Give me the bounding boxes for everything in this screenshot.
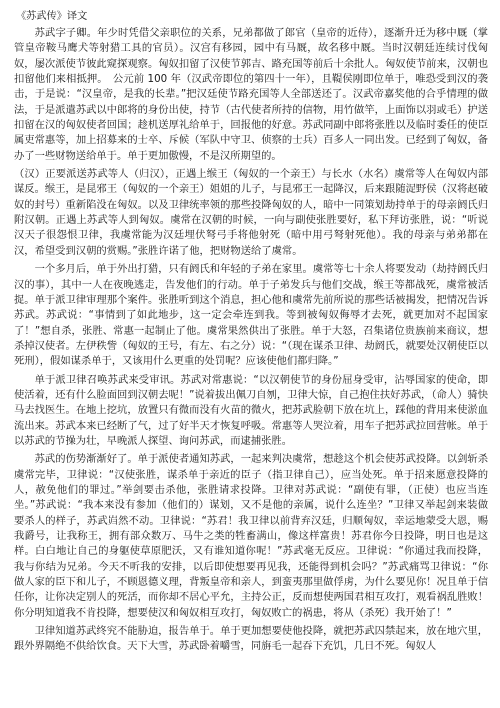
paragraph-2: （汉）正要派送苏武等人（归汉），正遇上缑王（匈奴的一个亲王）与长水（水名）虞常等人在匈奴内部谋反。缑王，是昆邪王（匈奴的一个亲王）姐姐的儿子，与昆邪王一起降汉，后来跟随浞野侯（汉将赵破奴的封号）重新陷没在匈奴。以及卫律统率领的那些投降匈奴的人，暗中一同策划劫持单于的母亲阏氏归附汉朝。正遇上苏武等人到匈奴。虞常在汉朝的时候，一向与副使张胜要好，私下拜访张胜，说：“听说汉天子很怨恨卫律，我虞常能为汉廷埋伏弩弓手将他射死（暗中用弓弩射死他）。我的母亲与弟弟都在汉，希望受到汉朝的赏赐。”张胜许诺了他，把财物送给了虞常。	[14, 168, 488, 257]
paragraph-6: 卫律知道苏武终究不能胁迫，报告单于。单于更加想要使他投降，就把苏武囚禁起来，放在地穴里，跟外界隔绝不供给饮食。天下大雪，苏武卧着嚼雪，同旃毛一起吞下充饥，几日不死。匈奴人	[14, 625, 488, 653]
document-title: 《苏武传》译文	[16, 11, 88, 22]
paragraph-1: 苏武字子卿。年少时凭借父亲职位的关系，兄弟都做了郎官（皇帝的近侍），逐渐升迁为移中厩（掌管皇帝鞍马鹰犬等射猎工具的官员）。汉宫有移园，园中有马厩，故名移中厩。当时汉朝廷连续讨伐匈奴，屡次派使节彼此窥探观察。匈奴扣留了汉使节郭吉、路充国等前后十余批人。匈奴使节前来，汉朝也扣留他们来相抵押。 公元前 100 年（汉武帝即位的第四十一年），且鞮侯刚即位单于，唯恐受到汉的袭击，于是说：“汉皇帝，是我的长辈。”把汉廷使节路充国等人全部送还了。汉武帝嘉奖他的合乎情理的做法，于是派遣苏武以中郎将的身份出使，持节（古代使者所持的信物，用竹做竿，上面饰以羽或毛）护送扣留在汉的匈奴使者回国；趁机送厚礼给单于，回报他的好意。苏武同副中郎将张胜以及临时委任的使臣属吏常惠等，加上招募来的士卒、斥候（军队中守卫、侦察的士兵）百多人一同出发。已经到了匈奴，备办了一些财物送给单于。单于更加傲慢，不是汉所期望的。	[14, 27, 488, 162]
paragraph-3: 一个多月后，单于外出打猎，只有阏氏和年轻的子弟在家里。虞常等七十余人将要发动（劫持阏氏归汉的事），其中一人在夜晚逃走，告发他们的行动。单于子弟发兵与他们交战，缑王等都战死，虞常被活捉。单于派卫律审理那个案件。张胜听到这个消息，担心他和虞常先前所说的那些话被揭发，把情况告诉苏武。苏武说：“事情到了如此地步，这一定会牵连到我。等到被匈奴侮辱才去死，就更加对不起国家了！”想自杀，张胜、常惠一起制止了他。虞常果然供出了张胜。单于大怒，召集诸位贵族前来商议，想杀掉汉使者。左伊秩訾（匈奴的王号，有左、右之分）说：“（现在谋杀卫律、劫阏氏，就要处汉朝使臣以死刑），假如谋杀单于，又该用什么更重的处罚呢？应该使他们都归降。”	[14, 263, 488, 368]
paragraph-5: 苏武的伤势渐渐好了。单于派使者通知苏武，一起来判决虞常，想趁这个机会使苏武投降。以剑斩杀虞常完毕，卫律说：“汉使张胜，谋杀单于亲近的臣子（指卫律自己），应当处死。单于招来愿意投降的人，赦免他们的罪过。”举剑要击杀他，张胜请求投降。卫律对苏武说：“副使有罪，（正使）也应当连坐。”苏武说：“我本来没有参加（他们的）谋划，又不是他的亲属，说什么连坐？”卫律又举起剑来装做要杀人的样子，苏武岿然不动。卫律说：“苏君！我卫律以前背弃汉廷，归顺匈奴，幸运地蒙受大恩，赐我爵号，让我称王，拥有部众数万、马牛之类的牲畜满山，像这样富贵！苏君你今日投降，明日也是这样。白白地让自己的身躯使草原肥沃，又有谁知道你呢！”苏武毫无反应。卫律说：“你通过我而投降，我与你结为兄弟。今天不听我的安排，以后即使想要再见我，还能得到机会吗？”苏武痛骂卫律说：“你做人家的臣下和儿子，不顾恩德义理，背叛皇帝和亲人，到蛮夷那里做俘虏，为什么要见你！况且单于信任你，让你决定别人的死活，而你却不居心平允，主持公正，反而想使两国君相互攻打，观看祸乱胜败！你分明知道我不肯投降，想要使汉和匈奴相互攻打，匈奴败亡的祸患，将从（杀死）我开始了！”	[14, 453, 488, 619]
paragraph-4: 单于派卫律召唤苏武来受审讯。苏武对常惠说：“以汉朝使节的身份屈身受审，沾辱国家的使命，即使活着，还有什么脸面回到汉朝去呢！”说着拔出佩刀自刎，卫律大惊，自己抱住扶好苏武，（命人）骑快马去找医生。在地上挖坑，放置只有微而没有火苗的微火，把苏武脸朝下放在坑上，踩他的背用来使淤血流出来。苏武本来已经断了气，过了好半天才恢复呼吸。常惠等人哭泣着，用车子把苏武拉回营帐。单于以苏武的节操为壮，早晚派人探望、询问苏武，而逮捕张胜。	[14, 373, 488, 447]
